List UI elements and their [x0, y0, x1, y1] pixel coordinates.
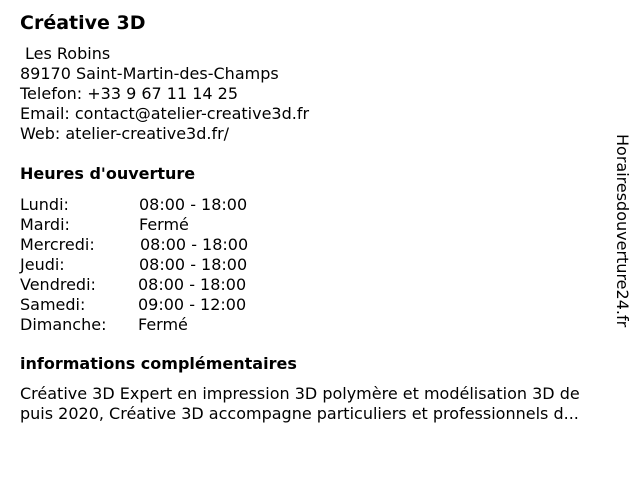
hours-row-monday [20, 195, 320, 215]
day-label: Vendredi: [20, 275, 96, 294]
day-hours: Fermé [139, 215, 189, 234]
day-label: Mercredi: [20, 235, 95, 254]
day-hours: Fermé [138, 315, 188, 334]
opening-hours-table [20, 195, 320, 335]
contact-block [20, 44, 309, 144]
hours-row-tuesday [20, 215, 320, 235]
site-watermark: Horairesdouverture24.fr [613, 134, 632, 328]
day-label: Jeudi: [20, 255, 65, 274]
additional-info-heading: informations complémentaires [20, 354, 297, 373]
hours-row-wednesday [20, 235, 320, 255]
day-label: Samedi: [20, 295, 86, 314]
hours-row-friday [20, 275, 320, 295]
business-name: Créative 3D [20, 12, 146, 34]
phone-line[interactable]: Telefon: +33 9 67 11 14 25 [20, 84, 239, 103]
hours-row-thursday [20, 255, 320, 275]
email-line[interactable]: Email: contact@atelier-creative3d.fr [20, 104, 310, 123]
day-label: Dimanche: [20, 315, 107, 334]
day-label: Lundi: [20, 195, 69, 214]
street-address: Les Robins [25, 44, 111, 63]
business-description [20, 384, 630, 424]
day-hours: 08:00 - 18:00 [139, 255, 248, 274]
day-hours: 08:00 - 18:00 [139, 195, 248, 214]
day-label: Mardi: [20, 215, 70, 234]
day-hours: 09:00 - 12:00 [138, 295, 247, 314]
description-line-1: Créative 3D Expert en impression 3D polymère et modélisation 3D de [20, 384, 580, 403]
day-hours: 08:00 - 18:00 [138, 275, 247, 294]
web-line[interactable]: Web: atelier-creative3d.fr/ [20, 124, 230, 143]
description-line-2: puis 2020, Créative 3D accompagne particuliers et professionnels d... [20, 404, 579, 423]
day-hours: 08:00 - 18:00 [140, 235, 249, 254]
city-address: 89170 Saint-Martin-des-Champs [20, 64, 279, 83]
hours-row-saturday [20, 295, 320, 315]
opening-hours-heading: Heures d'ouverture [20, 164, 196, 183]
hours-row-sunday [20, 315, 320, 335]
